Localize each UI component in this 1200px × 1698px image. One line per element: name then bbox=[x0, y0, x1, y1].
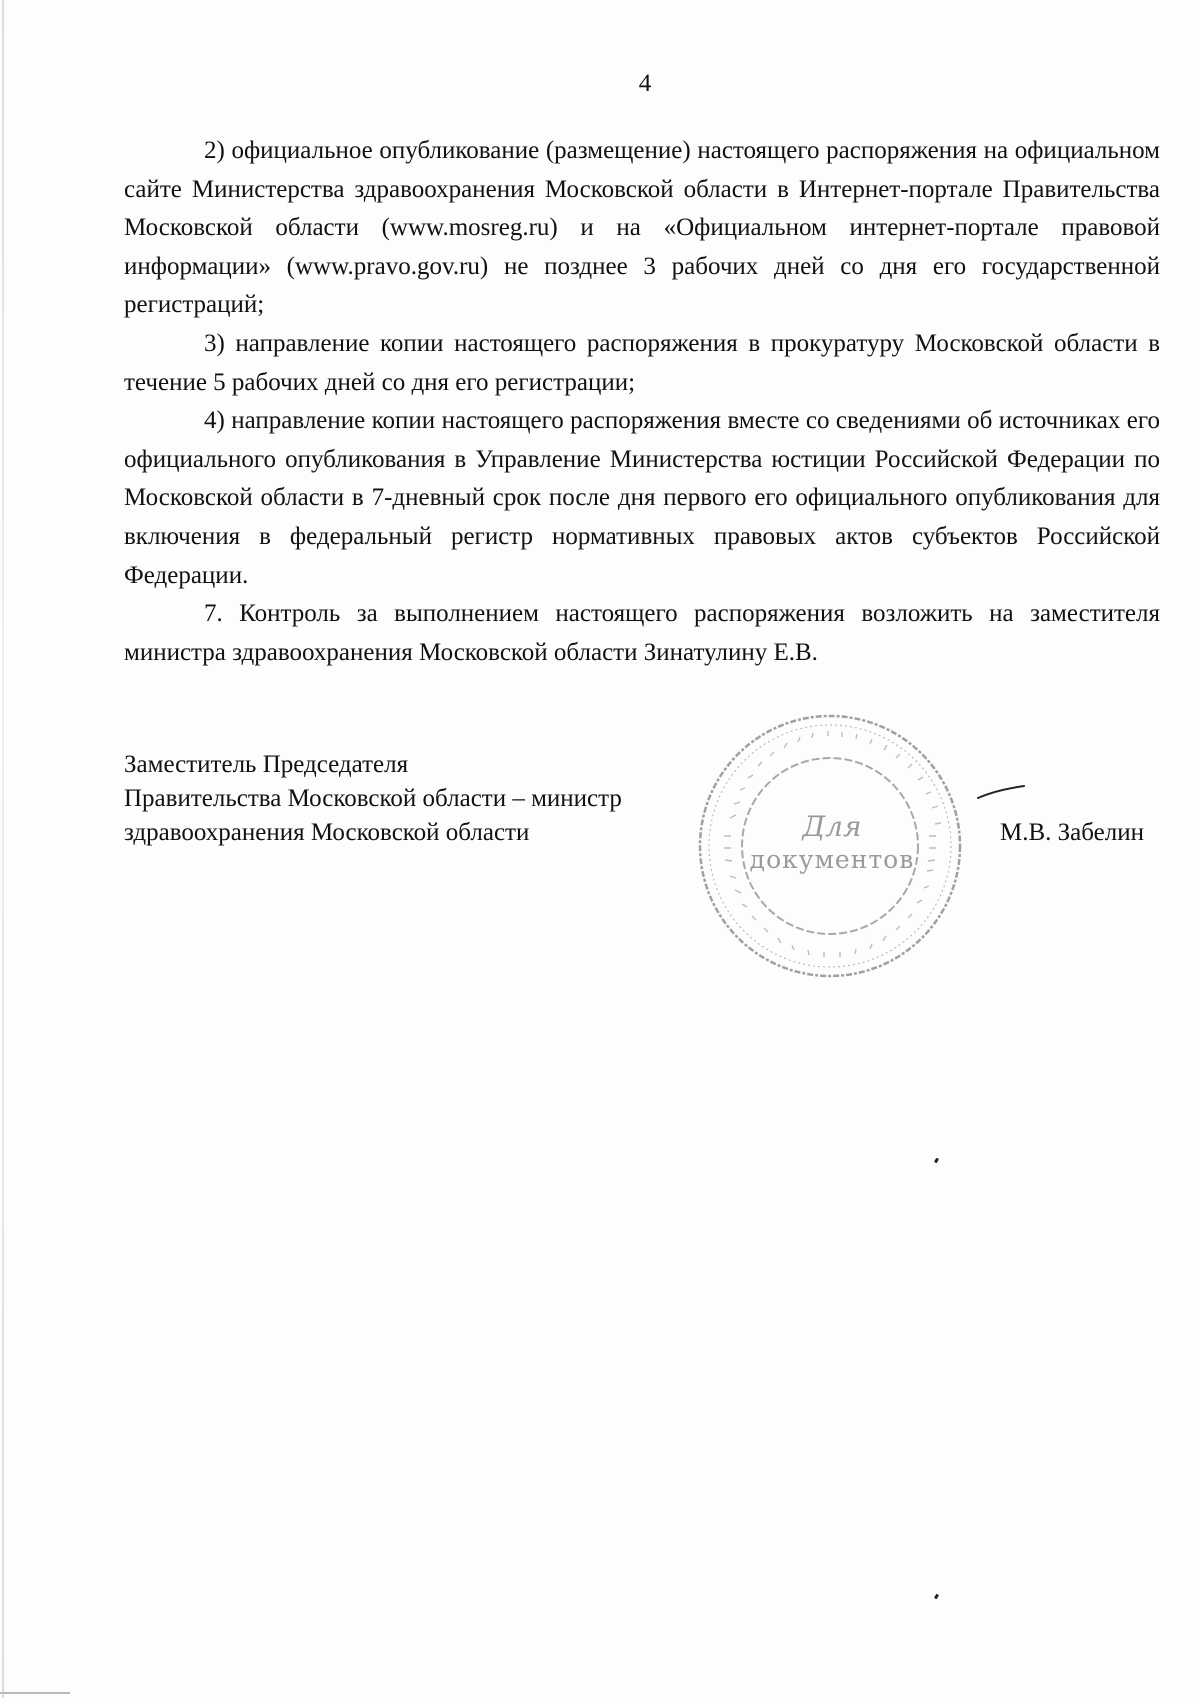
scan-dot bbox=[934, 1594, 939, 1600]
signatory-title bbox=[124, 748, 622, 850]
signatory-title-line: Правительства Московской области – министр bbox=[124, 785, 622, 812]
paragraph-prosecutor: 3) направление копии настоящего распоряжения в прокуратуру Московской области в течение 5 рабочих дней со дня его регистрации; bbox=[124, 329, 1160, 396]
paragraph-ministry-of-justice: 4) направление копии настоящего распоряжения вместе со сведениями об источниках его официального опубликования в Управление Министерства юстиции Российской Федерации по Московской области в 7-дневный срок после дня первого его официального опубликования для включения в федеральный регистр нормативных правовых актов субъектов Российской Федерации. bbox=[124, 407, 1160, 589]
document-body bbox=[124, 132, 1160, 672]
scan-bottom-edge bbox=[0, 1692, 70, 1694]
stamp-text-line1: Для bbox=[802, 810, 862, 843]
signatory-name: М.В. Забелин bbox=[1000, 819, 1144, 846]
scan-dot bbox=[934, 1158, 939, 1164]
scan-left-edge bbox=[2, 0, 4, 1698]
official-seal-stamp bbox=[692, 708, 968, 984]
signatory-title-line: Заместитель Председателя bbox=[124, 751, 409, 778]
signatory-title-line: здравоохранения Московской области bbox=[124, 819, 530, 846]
page-number: 4 bbox=[638, 70, 652, 97]
stamp-text-line2: документов bbox=[749, 845, 915, 874]
paragraph-publication: 2) официальное опубликование (размещение) настоящего распоряжения на официальном сайте Министерства здравоохранения Московской области в Интернет-портале Правительства Московской области (www.mosreg.ru) и на «Официальном интернет-портале правовой информации» (www.pravo.gov.ru) не позднее 3 рабочих дней со дня его государственной регистраций; bbox=[124, 137, 1160, 319]
handwritten-signature-mark bbox=[976, 782, 1026, 802]
paragraph-control: 7. Контроль за выполнением настоящего распоряжения возложить на заместителя министра здравоохранения Московской области Зинатулину Е.В. bbox=[124, 600, 1160, 666]
